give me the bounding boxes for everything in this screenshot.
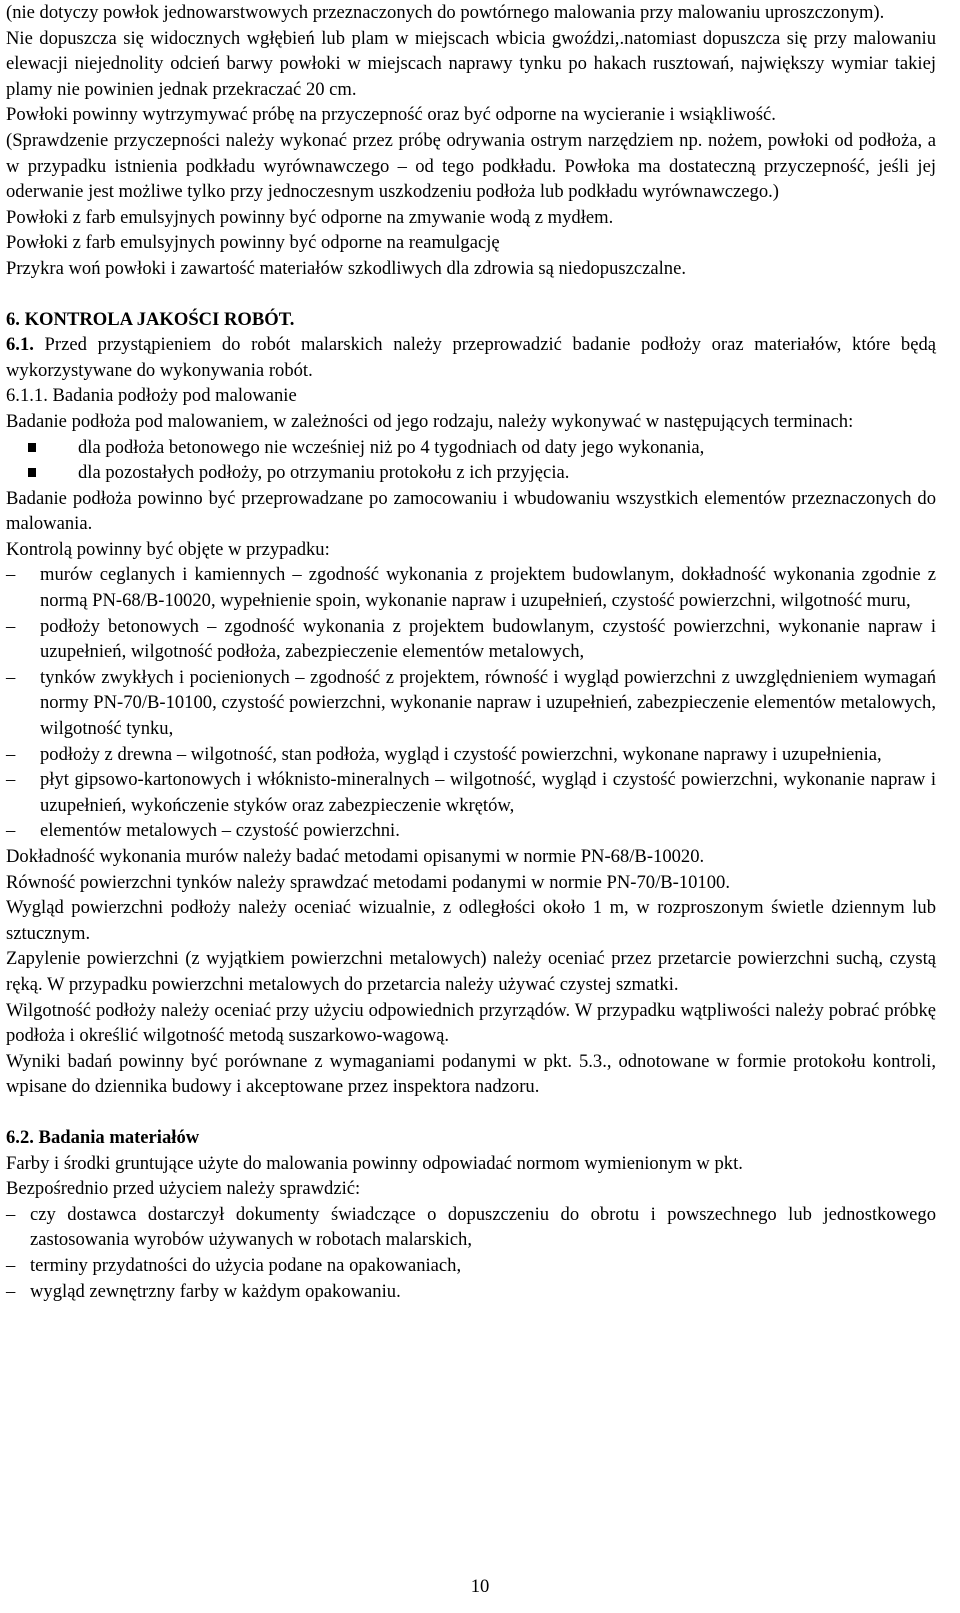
paragraph: Farby i środki gruntujące użyte do malowania powinny odpowiadać normom wymienionym w pkt.	[6, 1152, 743, 1174]
list-item-text: podłoży betonowych – zgodność wykonania z projektem budowlanym, czystość powierzchni, wykonanie napraw i uzupełnień, wilgotność podłoża, zabezpieczenie elementów metalowych,	[40, 615, 936, 663]
paragraph: Dokładność wykonania murów należy badać metodami opisanymi w normie PN-68/B-10020.	[6, 846, 705, 867]
paragraph: (nie dotyczy powłok jednowarstwowych przeznaczonych do powtórnego malowania przy malowaniu uproszczonym).	[6, 2, 885, 23]
spacer	[6, 1100, 936, 1125]
list-item	[6, 614, 936, 665]
dash-bullet-icon: –	[6, 820, 16, 842]
list-item-text: czy dostawca dostarczył dokumenty świadczące o dopuszczeniu do obrotu i powszechnego lub jednostkowego zastosowania wyrobów używanych w robotach malarskich,	[30, 1203, 936, 1251]
dash-list	[6, 562, 936, 844]
dash-bullet-icon: –	[6, 1203, 16, 1225]
section-number: 6.1.	[6, 334, 34, 356]
list-item	[6, 742, 936, 768]
list-item	[6, 1202, 936, 1253]
list-item-text: płyt gipsowo-kartonowych i włóknisto-mineralnych – wilgotność, wygląd i czystość powierzchni, wykonanie napraw i uzupełnień, wykończenie styków oraz zabezpieczenie wkrętów,	[40, 769, 936, 816]
square-bullet-icon	[28, 468, 36, 477]
document-page	[6, 0, 936, 1304]
list-item	[6, 460, 936, 486]
list-item-text: wygląd zewnętrzny farby w każdym opakowaniu.	[30, 1280, 401, 1302]
paragraph: Badanie podłoża powinno być przeprowadzane po zamocowaniu i wbudowaniu wszystkich elementów przeznaczonych do malowania.	[6, 487, 936, 535]
paragraph-text: Przed przystąpieniem do robót malarskich należy przeprowadzić badanie podłoży oraz materiałów, które będą wykorzystywane do wykonywania robót.	[6, 334, 936, 381]
paragraph: Powłoki z farb emulsyjnych powinny być odporne na zmywanie wodą z mydłem.	[6, 206, 614, 228]
list-item	[6, 1279, 936, 1305]
square-bullet-list	[6, 435, 936, 486]
paragraph: Równość powierzchni tynków należy sprawdzać metodami podanymi w normie PN-70/B-10100.	[6, 871, 730, 893]
square-bullet-icon	[28, 443, 36, 452]
paragraph: (Sprawdzenie przyczepności należy wykonać przez próbę odrywania ostrym narzędziem np. nożem, powłoki od podłoża, a w przypadku istnienia podkładu wyrównawczego – od tego podkładu. Powłoka ma dostateczną przyczepność, jeśli jej oderwanie jest możliwe tylko przy jednoczesnym uszkodzeniu podłoża lub podkładu wyrównawczego.)	[6, 129, 936, 203]
dash-bullet-icon: –	[6, 615, 16, 637]
list-item	[6, 665, 936, 742]
dash-list	[6, 1202, 936, 1304]
dash-bullet-icon: –	[6, 564, 16, 586]
dash-bullet-icon: –	[6, 769, 16, 791]
paragraph: Bezpośrednio przed użyciem należy sprawdzić:	[6, 1178, 361, 1200]
paragraph: Wyniki badań powinny być porównane z wymaganiami podanymi w pkt. 5.3., odnotowane w formie protokołu kontroli, wpisane do dziennika budowy i akceptowane przez inspektora nadzoru.	[6, 1050, 936, 1098]
list-item	[6, 562, 936, 613]
paragraph: Nie dopuszcza się widocznych wgłębień lub plam w miejscach wbicia gwoździ,.natomiast dopuszcza się przy malowaniu elewacji niejednolity odcień barwy powłoki w miejscach naprawy tynku po hakach rusztowań, największy wymiar takiej plamy nie powinien jednak przekraczać 20 cm.	[6, 27, 936, 100]
list-item	[6, 435, 936, 461]
list-item	[6, 818, 936, 844]
paragraph: Powłoki z farb emulsyjnych powinny być odporne na reamulgację	[6, 232, 500, 254]
list-item-text: podłoży z drewna – wilgotność, stan podłoża, wygląd i czystość powierzchni, wykonane naprawy i uzupełnienia,	[40, 743, 882, 765]
list-item	[6, 1253, 936, 1279]
paragraph: Przykra woń powłoki i zawartość materiałów szkodliwych dla zdrowia są niedopuszczalne.	[6, 257, 686, 279]
list-item-text: dla podłoża betonowego nie wcześniej niż po 4 tygodniach od daty jego wykonania,	[78, 436, 705, 458]
list-item-text: tynków zwykłych i pocienionych – zgodność z projektem, równość i wygląd powierzchni z uwzględnieniem wymagań normy PN-70/B-10100, czystość powierzchni, wykonanie napraw i uzupełnień, zabezpieczenie elementów metalowych, wilgotność tynku,	[40, 666, 936, 740]
subsection-heading: 6.1.1. Badania podłoży pod malowanie	[6, 385, 297, 407]
list-item	[6, 767, 936, 818]
dash-bullet-icon: –	[6, 1280, 16, 1302]
dash-bullet-icon: –	[6, 743, 16, 765]
list-item-text: terminy przydatności do użycia podane na opakowaniach,	[30, 1254, 462, 1276]
list-item-text: dla pozostałych podłoży, po otrzymaniu protokołu z ich przyjęcia.	[78, 462, 570, 484]
paragraph: Wygląd powierzchni podłoży należy oceniać wizualnie, z odległości około 1 m, w rozproszonym świetle dziennym lub sztucznym.	[6, 897, 936, 944]
paragraph: Kontrolą powinny być objęte w przypadku:	[6, 538, 330, 560]
section-heading: 6.2. Badania materiałów	[6, 1126, 200, 1148]
dash-bullet-icon: –	[6, 666, 16, 688]
paragraph	[6, 332, 936, 383]
paragraph: Wilgotność podłoży należy oceniać przy użyciu odpowiednich przyrządów. W przypadku wątpliwości należy pobrać próbkę podłoża i określić wilgotność metodą suszarkowo-wagową.	[6, 999, 936, 1047]
dash-bullet-icon: –	[6, 1254, 16, 1276]
section-heading: 6. KONTROLA JAKOŚCI ROBÓT.	[6, 308, 295, 330]
paragraph: Zapylenie powierzchni (z wyjątkiem powierzchni metalowych) należy oceniać przez przetarcie powierzchni suchą, czystą ręką. W przypadku powierzchni metalowych do przetarcia należy używać czystej szmatki.	[6, 948, 936, 995]
paragraph: Badanie podłoża pod malowaniem, w zależności od jego rodzaju, należy wykonywać w następujących terminach:	[6, 410, 854, 432]
paragraph: Powłoki powinny wytrzymywać próbę na przyczepność oraz być odporne na wycieranie i wsiąkliwość.	[6, 104, 776, 126]
page-number: 10	[470, 1576, 490, 1597]
list-item-text: murów ceglanych i kamiennych – zgodność wykonania z projektem budowlanym, dokładność wykonania zgodnie z normą PN-68/B-10020, wypełnienie spoin, wykonanie napraw i uzupełnień, czystość powierzchni, wilgotność muru,	[40, 564, 936, 612]
list-item-text: elementów metalowych – czystość powierzchni.	[40, 820, 400, 842]
spacer	[6, 282, 936, 307]
